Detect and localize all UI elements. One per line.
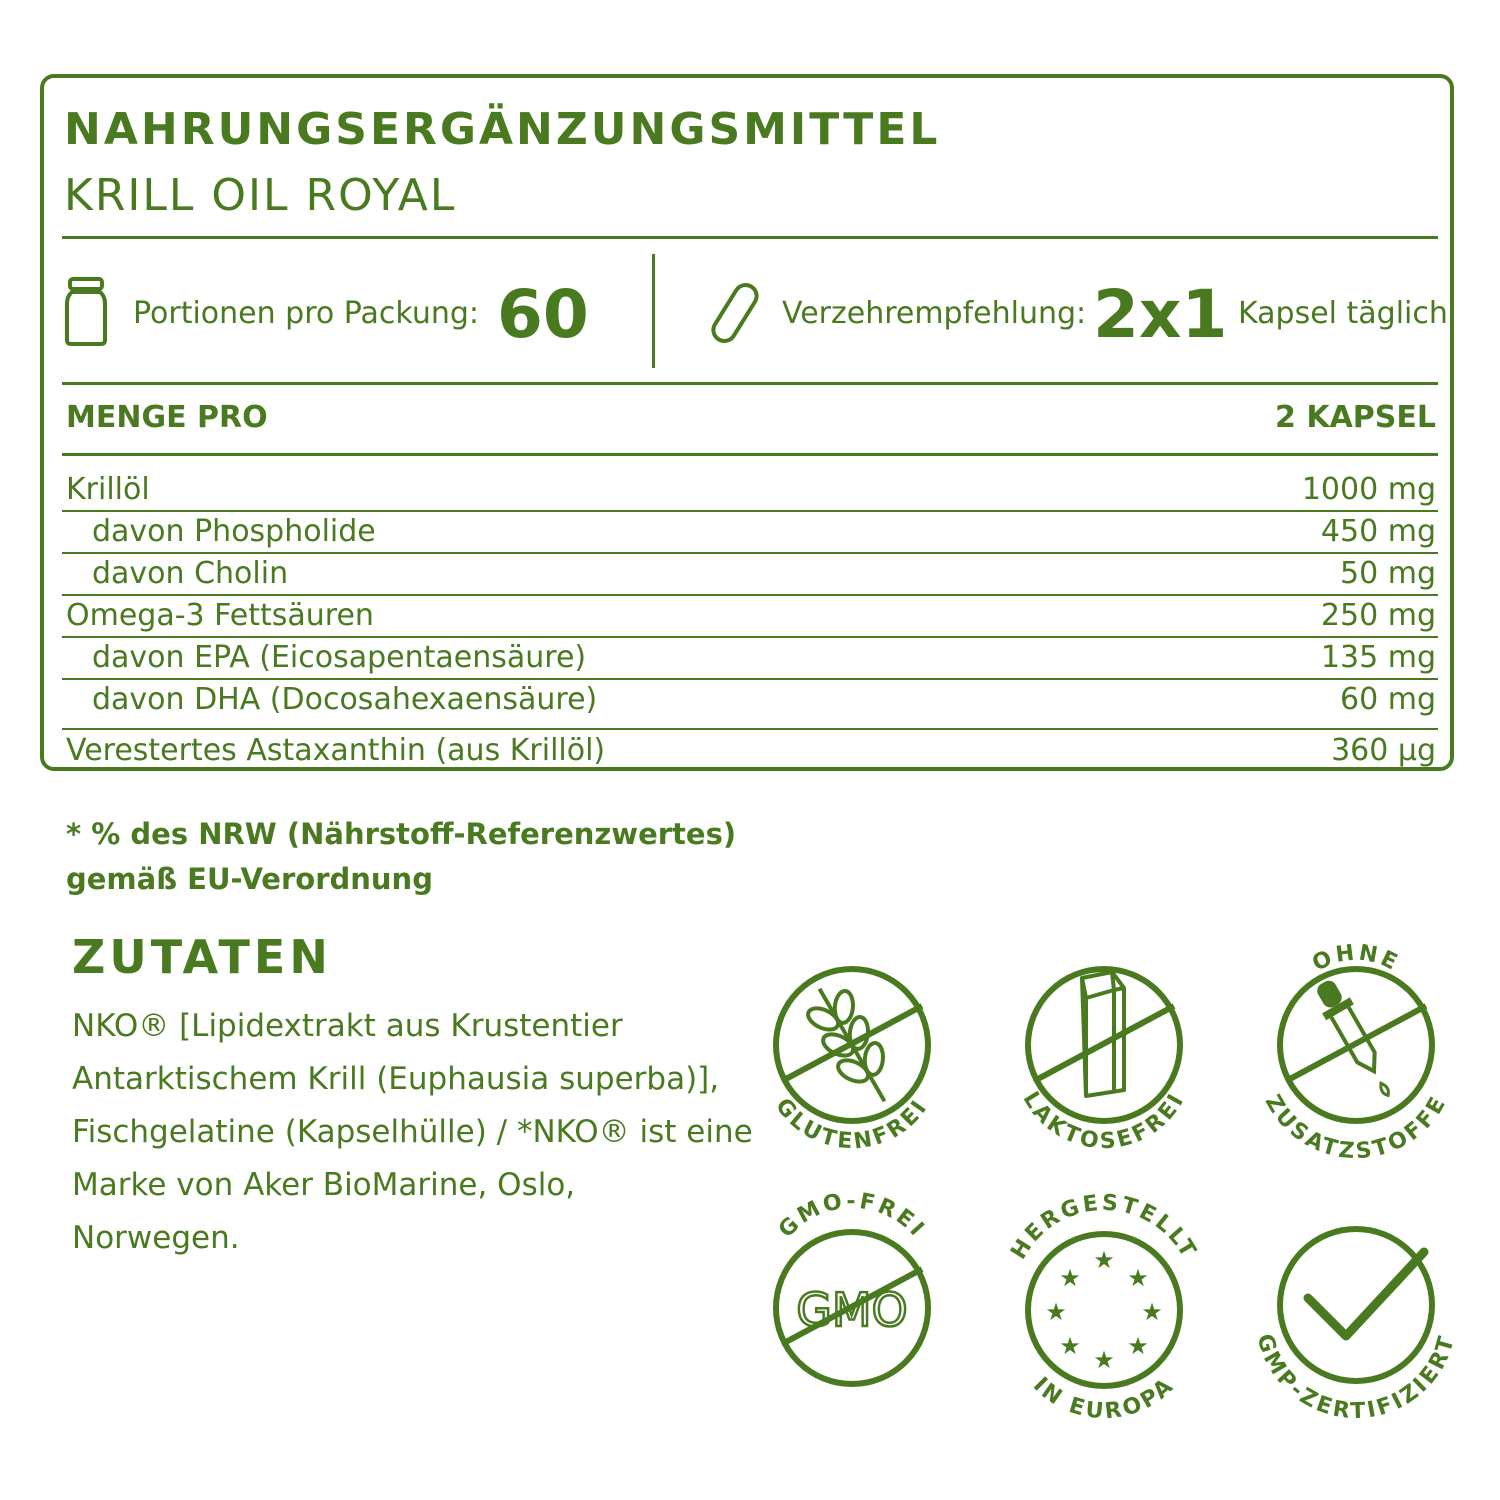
svg-text:GLUTENFREI (770, 1094, 933, 1155)
nutrient-value: 360 µg (1331, 733, 1436, 768)
svg-text:★: ★ (1059, 1332, 1081, 1360)
nutrient-name: davon DHA (Docosahexaensäure) (92, 682, 598, 717)
table-row (62, 680, 1436, 722)
badge-label: GLUTENFREI (770, 1093, 934, 1155)
nutrient-name: Verestertes Astaxanthin (aus Krillöl) (66, 733, 606, 768)
dosage-value: 2x1 (1093, 276, 1228, 353)
gmp-badge (1246, 1190, 1466, 1430)
ingredients-line: Antarktischem Krill (Euphausia superba)], (72, 1061, 720, 1097)
dosage-label: Verzehrempfehlung: (782, 296, 1087, 331)
jar-icon (64, 276, 108, 348)
nutrient-name: Krillöl (66, 472, 150, 507)
svg-text:GMO-FREI (774, 1190, 930, 1243)
stat-divider (652, 254, 655, 368)
dosage-unit: Kapsel täglich (1238, 296, 1448, 331)
dropper-icon (1309, 975, 1402, 1104)
table-header-left: MENGE PRO (66, 400, 268, 435)
eu-stars-icon (1045, 1246, 1163, 1374)
svg-text:★: ★ (1045, 1298, 1067, 1326)
nutrient-name: davon EPA (Eicosapentaensäure) (92, 640, 587, 675)
svg-text:ZUSATZSTOFFE (1260, 1091, 1452, 1165)
badge-label: GMO-FREI (774, 1190, 931, 1243)
zusatzstoffe-badge (1246, 930, 1466, 1170)
divider (62, 236, 1438, 239)
checkmark-icon (1308, 1252, 1424, 1336)
ingredients-line: Marke von Aker BioMarine, Oslo, (72, 1167, 576, 1203)
svg-text:★: ★ (1093, 1346, 1115, 1374)
page-title: NAHRUNGSERGÄNZUNGSMITTEL (64, 104, 941, 155)
badge-label: OHNE (1308, 940, 1404, 977)
badge-label: ZUSATZSTOFFE (1259, 1090, 1453, 1165)
table-row (62, 638, 1436, 680)
portions-label: Portionen pro Packung: (133, 296, 480, 331)
capsule-icon (710, 280, 760, 346)
badge-label: IN EUROPA (1028, 1372, 1180, 1425)
row-divider (62, 728, 1438, 730)
product-name: KRILL OIL ROYAL (64, 170, 457, 221)
divider (62, 382, 1438, 385)
ingredients-line: Fischgelatine (Kapselhülle) / *NKO® ist eine (72, 1114, 753, 1150)
portions-value: 60 (497, 276, 589, 353)
nutrient-value: 1000 mg (1301, 472, 1436, 507)
footnote-line: gemäß EU-Verordnung (66, 862, 433, 896)
table-row (62, 470, 1436, 512)
svg-text:GMP-ZERTIFIZIERT (1251, 1331, 1460, 1424)
svg-text:★: ★ (1059, 1264, 1081, 1292)
svg-text:★: ★ (1127, 1332, 1149, 1360)
table-row (62, 731, 1436, 773)
nutrient-name: davon Phospholide (92, 514, 376, 549)
divider (62, 453, 1438, 456)
badge-label: LAKTOSEFREI (1017, 1087, 1191, 1155)
nutrient-value: 135 mg (1320, 640, 1436, 675)
footnote-line: * % des NRW (Nährstoff-Referenzwertes) (66, 817, 737, 851)
badge-label: GMP-ZERTIFIZIERT (1251, 1331, 1461, 1425)
svg-text:IN EUROPA (1028, 1372, 1180, 1424)
badge-label: HERGESTELLT (1006, 1190, 1202, 1264)
nutrient-value: 450 mg (1320, 514, 1436, 549)
ingredients-line: NKO® [Lipidextrakt aus Krustentier (72, 1008, 623, 1044)
svg-text:★: ★ (1093, 1246, 1115, 1274)
table-header-right: 2 KAPSEL (1275, 400, 1436, 435)
laktosefrei-badge (994, 940, 1214, 1180)
glutenfrei-badge (742, 940, 962, 1180)
nutrient-value: 250 mg (1320, 598, 1436, 633)
table-row (62, 512, 1436, 554)
gmo-icon: GMO (796, 1283, 908, 1337)
nutrient-name: Omega-3 Fettsäuren (66, 598, 374, 633)
ingredients-line: Norwegen. (72, 1220, 240, 1256)
nutrient-value: 50 mg (1340, 556, 1436, 591)
nutrient-value: 60 mg (1340, 682, 1436, 717)
gmo-badge (742, 1190, 962, 1430)
svg-text:★: ★ (1141, 1298, 1163, 1326)
ingredients-text (72, 1000, 752, 1265)
table-row (62, 554, 1436, 596)
europa-badge (994, 1190, 1214, 1430)
nutrient-name: davon Cholin (92, 556, 289, 591)
footnote (66, 812, 736, 902)
ingredients-title: ZUTATEN (72, 930, 332, 984)
table-row (62, 596, 1436, 638)
svg-text:★: ★ (1127, 1264, 1149, 1292)
